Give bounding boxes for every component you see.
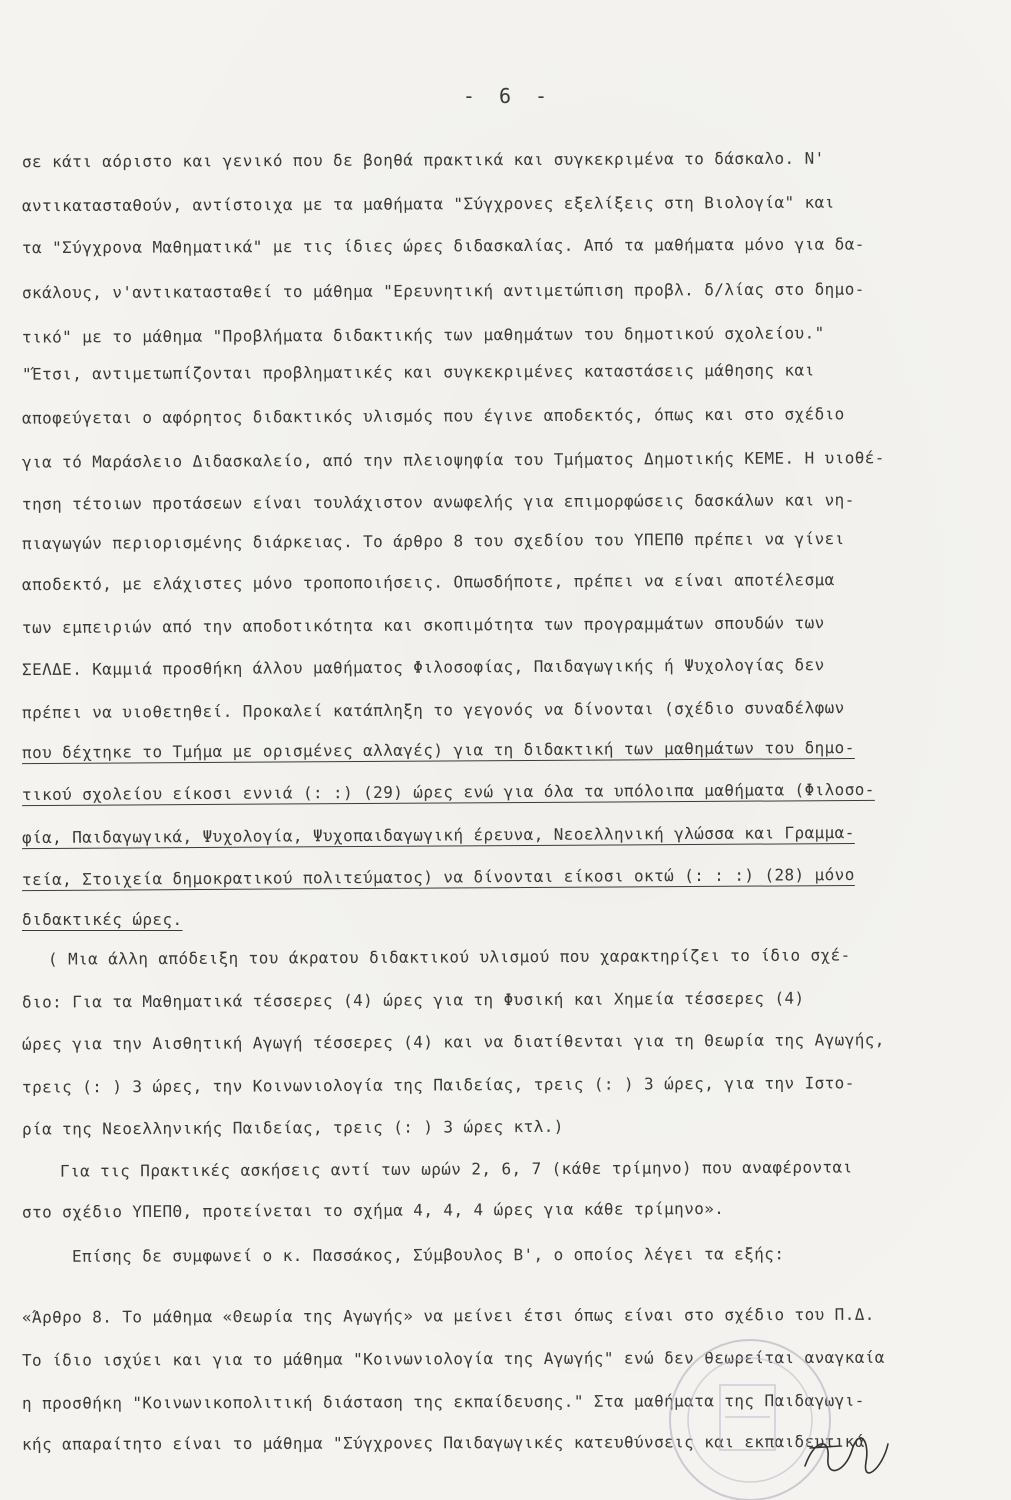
- text-line: ΣΕΛΔΕ. Καμμιά προσθήκη άλλου μαθήματος Φιλοσοφίας, Παιδαγωγικής ή Ψυχολογίας δεν: [21, 655, 825, 680]
- text-line: ρία της Νεοελληνικής Παιδείας, τρεις (: ) 3 ώρες κτλ.): [21, 1116, 564, 1139]
- text-line: ώρες για την Αισθητική Αγωγή τέσσερες (4) και να διατίθενται για τη Θεωρία της Αγωγής,: [21, 1030, 885, 1054]
- text-line: σε κάτι αόριστο και γενικό που δε βοηθά πρακτικά και συγκεκριμένα το δάσκαλο. Ν': [21, 148, 825, 172]
- text-line: "Έτσι, αντιμετωπίζονται προβληματικές και συγκεκριμένες καταστάσεις μάθησης και: [21, 360, 815, 384]
- text-line: πρέπει να υιοθετηθεί. Προκαλεί κατάπληξη το γεγονός να δίνονται (σχέδιο συναδέλφων: [21, 698, 845, 723]
- text-line-underlined: τικού σχολείου είκοσι εννιά (: :) (29) ώρες ενώ για όλα τα υπόλοιπα μαθήματα (Φιλοσο-: [21, 779, 875, 805]
- text-line: Επίσης δε συμφωνεί ο κ. Πασσάκος, Σύμβουλος Β', ο οποίος λέγει τα εξής:: [71, 1244, 785, 1266]
- text-line: για τό Μαράσλειο Διδασκαλείο, από την πλειοψηφία του Τμήματος Δημοτικής ΚΕΜΕ. Η υιοθέ-: [21, 448, 885, 472]
- text-line: Το ίδιο ισχύει και για το μάθημα "Κοινωνιολογία της Αγωγής" ενώ δεν θεωρείται αναγκαία: [21, 1347, 885, 1370]
- text-line: αντικατασταθούν, αντίστοιχα με τα μαθήματα "Σύγχρονες εξελίξεις στη Βιολογία" και: [21, 192, 835, 216]
- text-line: των εμπειριών από την αποδοτικότητα και σκοπιμότητα των προγραμμάτων σπουδών των: [21, 613, 825, 638]
- text-line: σκάλους, ν'αντικατασταθεί το μάθημα "Ερευνητική αντιμετώπιση προβλ. δ/λίας στο δημο-: [21, 279, 865, 303]
- text-line-underlined: που δέχτηκε το Τμήμα με ορισμένες αλλαγές) για τη διδακτική των μαθημάτων του δημο-: [21, 738, 855, 763]
- text-line: τικό" με το μάθημα "Προβλήματα διδακτικής των μαθημάτων του δημοτικού σχολείου.": [21, 323, 825, 347]
- text-line: ( Μια άλλη απόδειξη του άκρατου διδακτικού υλισμού που χαρακτηρίζει το ίδιο σχέ-: [47, 945, 851, 969]
- signature-icon: [800, 1428, 890, 1478]
- text-line: τα "Σύγχρονα Μαθηματικά" με τις ίδιες ώρες διδασκαλίας. Από τα μαθήματα μόνο για δα-: [21, 234, 865, 258]
- text-line: τηση τέτοιων προτάσεων είναι τουλάχιστον ανωφελής για επιμορφώσεις δασκάλων και νη-: [21, 490, 855, 514]
- text-line-underlined: διδακτικές ώρες.: [22, 910, 183, 929]
- text-line: διο: Για τα Μαθηματικά τέσσερες (4) ώρες για τη Φυσική και Χημεία τέσσερες (4): [21, 988, 805, 1012]
- text-line: κής απαραίτητο είναι το μάθημα "Σύγχρονες Παιδαγωγικές κατευθύνσεις και εκπαιδευτικά: [21, 1431, 865, 1454]
- text-line-underlined: τεία, Στοιχεία δημοκρατικού πολιτεύματος) να δίνονται είκοσι οκτώ (: : :) (28) μόνο: [21, 865, 855, 890]
- text-line: «Άρθρο 8. Το μάθημα «Θεωρία της Αγωγής» να μείνει έτσι όπως είναι στο σχέδιο του Π.Δ.: [21, 1304, 875, 1327]
- text-line: τρεις (: ) 3 ώρες, την Κοινωνιολογία της Παιδείας, τρεις (: ) 3 ώρες, για την Ιστο-: [21, 1073, 855, 1097]
- text-line-underlined: φία, Παιδαγωγικά, Ψυχολογία, Ψυχοπαιδαγωγική έρευνα, Νεοελληνική γλώσσα και Γραμμα-: [21, 823, 855, 848]
- text-line: η προσθήκη "Κοινωνικοπολιτική διάσταση της εκπαίδευσης." Στα μαθήματα της Παιδαγωγι-: [21, 1390, 865, 1413]
- text-line: πιαγωγών περιορισμένης διάρκειας. Το άρθρο 8 του σχεδίου του ΥΠΕΠΘ πρέπει να γίνει: [21, 529, 845, 554]
- page-number: - 6 -: [462, 84, 554, 108]
- text-line: αποδεκτό, με ελάχιστες μόνο τροποποιήσεις. Οπωσδήποτε, πρέπει να είναι αποτέλεσμα: [21, 570, 835, 595]
- text-line: Για τις Πρακτικές ασκήσεις αντί των ωρών 2, 6, 7 (κάθε τρίμηνο) που αναφέρονται: [59, 1157, 853, 1181]
- text-line: αποφεύγεται ο αφόρητος διδακτικός υλισμός που έγινε αποδεκτός, όπως και στο σχέδιο: [21, 404, 845, 428]
- text-line: στο σχέδιο ΥΠΕΠΘ, προτείνεται το σχήμα 4, 4, 4 ώρες για κάθε τρίμηνο».: [21, 1198, 725, 1222]
